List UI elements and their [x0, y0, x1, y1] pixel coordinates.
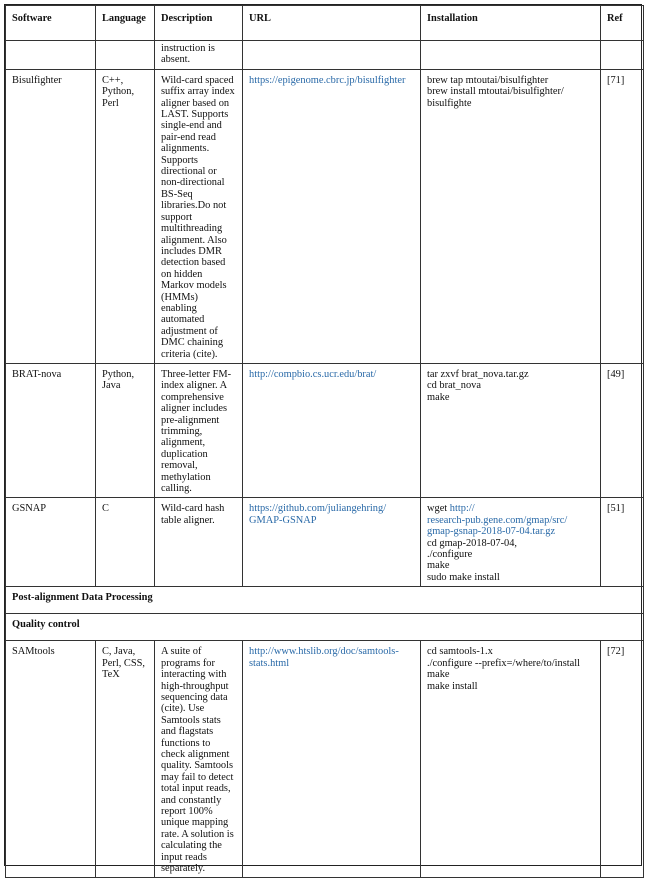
cell-url — [243, 41, 421, 70]
table-row-continuation — [6, 41, 644, 70]
cell-description: A suite of programs for interacting with high-throughput sequencing data (cite). Use Samtools stats and flagstats functions to check alignment quality. Samtools may fail to detect total input reads, and constantly report 100% unique mapping rate. A solution is calculating the input reads separately. — [155, 641, 243, 878]
url-link[interactable]: http://www.htslib.org/doc/samtools- stats.html — [243, 641, 421, 878]
section-heading-post-alignment: Post-alignment Data Processing — [6, 587, 644, 614]
table-row — [6, 641, 644, 878]
header-ref: Ref — [601, 6, 644, 41]
table-row — [6, 498, 644, 587]
cell-ref — [601, 41, 644, 70]
cell-ref: [49] — [601, 363, 644, 497]
cell-description: Wild-card hash table aligner. — [155, 498, 243, 587]
cell-language: Python, Java — [96, 363, 155, 497]
cell-description: Wild-card spaced suffix array index aligner based on LAST. Supports single-end and pair-end read alignments. Supports directional or non-directional BS-Seq libraries.Do not support multithreading alignment. Also includes DMR detection based on hidden Markov models (HMMs) enabling automated adjustment of DMC chaining criteria (cite). — [155, 69, 243, 363]
table-row — [6, 363, 644, 497]
download-link[interactable]: http:// research-pub.gene.com/gmap/src/ gmap-gsnap-2018-07-04.tar.gz — [427, 503, 568, 538]
header-description: Description — [155, 6, 243, 41]
header-installation: Installation — [421, 6, 601, 41]
cell-language — [96, 41, 155, 70]
cell-description: instruction is absent. — [155, 41, 243, 70]
software-table-page — [4, 4, 642, 874]
section-heading-quality-control: Quality control — [6, 614, 644, 641]
cell-description: Three-letter FM- index aligner. A comprehensive aligner includes pre-alignment trimming, alignment, duplication removal, methylation calling. — [155, 363, 243, 497]
cell-ref: [72] — [601, 641, 644, 878]
url-link[interactable]: https://epigenome.cbrc.jp/bisulfighter — [243, 69, 421, 363]
cell-software: SAMtools — [6, 641, 96, 878]
installation-command: wget — [427, 503, 450, 515]
cell-language: C — [96, 498, 155, 587]
cell-language: C, Java, Perl, CSS, TeX — [96, 641, 155, 878]
url-link[interactable]: http://compbio.cs.ucr.edu/brat/ — [243, 363, 421, 497]
header-url: URL — [243, 6, 421, 41]
cell-installation — [421, 41, 601, 70]
software-table — [5, 5, 644, 878]
section-row — [6, 614, 644, 641]
table-header-row — [6, 6, 644, 41]
table-row — [6, 69, 644, 363]
cell-ref: [51] — [601, 498, 644, 587]
cell-software: Bisulfighter — [6, 69, 96, 363]
cell-software: GSNAP — [6, 498, 96, 587]
cell-installation — [421, 498, 601, 587]
header-language: Language — [96, 6, 155, 41]
cell-software: BRAT-nova — [6, 363, 96, 497]
section-row — [6, 587, 644, 614]
installation-commands: cd gmap-2018-07-04, ./configure make sudo make install — [427, 537, 518, 583]
cell-ref: [71] — [601, 69, 644, 363]
header-software: Software — [6, 6, 96, 41]
cell-installation: tar zxvf brat_nova.tar.gz cd brat_nova make — [421, 363, 601, 497]
cell-language: C++, Python, Perl — [96, 69, 155, 363]
cell-installation: cd samtools-1.x ./configure --prefix=/where/to/install make make install — [421, 641, 601, 878]
cell-installation: brew tap mtoutai/bisulfighter brew install mtoutai/bisulfighter/ bisulfighte — [421, 69, 601, 363]
cell-software — [6, 41, 96, 70]
url-link[interactable]: https://github.com/juliangehring/ GMAP-GSNAP — [243, 498, 421, 587]
